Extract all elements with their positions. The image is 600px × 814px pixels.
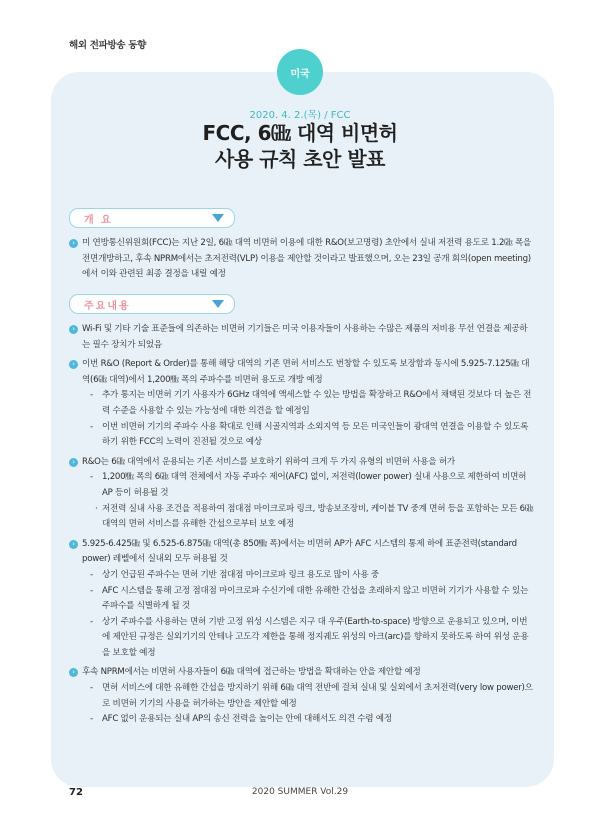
main-bullet-4: › 5.925-6.425㎓ 및 6.525-6.875㎓ 대역(총 850㎒ 폭)에서는 비면허 AP가 AFC 시스템의 통제 하에 표준전력(standard power) 레벨에서 실내외 모두 허용될 것 - 상기 언급된 주파수는 면허 기반 점대점 마이크로파 링크 용도로 많이 사용 중 - AFC 시스템을 통해 고정 점대점 마이크로파 수신기에 대한 유해한 간섭을 초래하지 않고 비면허 기기가 사용할 수 있는 주파수를 식별하게 될 것 - 상기 주파수를 사용하는 면허 기반 고정 위성 시스템은 지구 대 우주(Earth-to-space) 방향으로 운용되고 있으며, 이번에 제안된 규정은 실외기기의 안테나 고도각 제한을 통해 정지궤도 위성의 아크(arc)를 향하지 못하도록 하여 위성 운용을 보호할 예정 [69, 537, 535, 662]
main-bullet-2: › 이번 R&O (Report & Order)를 통해 해당 대역의 기존 면허 서비스도 번창할 수 있도록 보장함과 동시에 5.925-7.125㎓ 대역(6㎓ 대역)에서 1,200㎒ 폭의 주파수를 비면허 용도로 개방 예정 - 추가 통지는 비면허 기기 사용자가 6GHz 대역에 액세스할 수 있는 방법을 확장하고 R&O에서 채택된 것보다 더 높은 전력 수준을 사용할 수 있는 가능성에 대한 의견을 할 예정임 - 이번 비면허 기기의 주파수 사용 확대로 인해 시골지역과 소외지역 등 모든 미국인들이 광대역 연결을 이용할 수 있도록 하기 위한 FCC의 노력이 진전될 것으로 예상 [69, 357, 535, 451]
issue-label: 2020 SUMMER Vol.29 [251, 787, 349, 797]
overview-heading: 개 요 [84, 215, 113, 226]
overview-bullet: › 미 연방통신위원회(FCC)는 지난 2일, 6㎓ 대역 비면허 이용에 대한 R&O(보고명령) 초안에서 실내 저전력 용도로 1.2㎓ 폭을 전면개방하고, 후속 NPRM에서는 초저전력(VLP) 이용을 제안할 것이라고 발표했으며, 오는 23일 공개 회의(open meeting)에서 이와 관련된 최종 결정을 내릴 예정 [69, 236, 535, 283]
main-bullet-5: › 후속 NPRM에서는 비면허 사용자들이 6㎓ 대역에 접근하는 방법을 확대하는 안을 제안할 예정 - 면허 서비스에 대한 유해한 간섭을 방지하기 위해 6㎓ 대역 전반에 걸쳐 실내 및 실외에서 초저전력(very low power)으로 비면허 기기의 사용을 허가하는 방안을 제안할 예정 - AFC 없이 운용되는 실내 AP의 송신 전력을 높이는 안에 대해서도 의견 수렴 예정 [69, 665, 535, 727]
sub-item: - 상기 주파수를 사용하는 면허 기반 고정 위성 시스템은 지구 대 우주(Earth-to-space) 방향으로 운용되고 있으며, 이번에 제안된 규정은 실외기기의 안테나 고도각 제한을 통해 정지궤도 위성의 아크(arc)를 향하지 못하도록 하여 위성 운용을 보호할 예정 [90, 616, 529, 658]
sub-item: - 1,200㎒ 폭의 6㎓ 대역 전체에서 자동 주파수 제어(AFC) 없이, 저전력(lower power) 실내 사용으로 제한하여 비면허 AP 등이 허용될 것 [90, 472, 527, 498]
sub-sub-item: · 저전력 실내 사용 조건을 적용하여 점대점 마이크로파 링크, 방송보조장비, 케이블 TV 중계 면허 등을 포함하는 모든 6㎓ 대역의 면허 서비스를 유해한 간섭으로부터 보호 예정 [95, 503, 534, 530]
overview-heading-bar [69, 208, 235, 228]
title-line-1: FCC, 6㎓ 대역 비면허 [202, 121, 398, 145]
date-source: 2020. 4. 2.(목) / FCC [249, 110, 351, 121]
main-bullet-1: › Wi-Fi 및 기타 기술 표준들에 의존하는 비면허 기기들은 미국 이용자들이 사용하는 수많은 제품의 저비용 무선 연결을 제공하는 필수 장치가 되었음 [69, 322, 535, 353]
triangle-down-icon [212, 214, 224, 222]
sub-item: - 면허 서비스에 대한 유해한 간섭을 방지하기 위해 6㎓ 대역 전반에 걸쳐 실내 및 실외에서 초저전력(very low power)으로 비면허 기기의 사용을 허가하는 방안을 제안할 예정 [90, 683, 533, 709]
sub-item: - AFC 시스템을 통해 고정 점대점 마이크로파 수신기에 대한 유해한 간섭을 초래하지 않고 비면허 기기가 사용할 수 있는 주파수를 식별하게 될 것 [90, 585, 529, 612]
arrow-right-icon: › [69, 458, 78, 467]
arrow-right-icon: › [69, 325, 78, 334]
page-number: 72 [69, 787, 83, 798]
country-badge: 미국 [277, 49, 323, 95]
main-heading: 주요내용 [84, 301, 131, 312]
sub-item: - AFC 없이 운용되는 실내 AP의 송신 전력을 높이는 안에 대해서도 의견 수렴 예정 [90, 714, 392, 725]
sub-item: - 이번 비면허 기기의 주파수 사용 확대로 인해 시골지역과 소외지역 등 모든 미국인들이 광대역 연결을 이용할 수 있도록 하기 위한 FCC의 노력이 진전될 것으로 예상 [90, 421, 529, 448]
arrow-right-icon: › [69, 668, 78, 677]
main-bullet-3: › R&O는 6㎓ 대역에서 운용되는 기존 서비스를 보호하기 위하여 크게 두 가지 유형의 비면허 사용을 허가 - 1,200㎒ 폭의 6㎓ 대역 전체에서 자동 주파수 제어(AFC) 없이, 저전력(lower power) 실내 사용으로 제한하여 비면허 AP 등이 허용될 것 · 저전력 실내 사용 조건을 적용하여 점대점 마이크로파 링크, 방송보조장비, 케이블 TV 중계 면허 등을 포함하는 모든 6㎓ 대역의 면허 서비스를 유해한 간섭으로부터 보호 예정 [69, 455, 535, 533]
arrow-right-icon: › [69, 360, 78, 369]
triangle-down-icon [212, 300, 224, 308]
main-heading-bar [69, 294, 235, 314]
arrow-right-icon: › [69, 239, 78, 248]
main-section [69, 322, 535, 732]
article-title [0, 120, 600, 172]
arrow-right-icon: › [69, 540, 78, 549]
sub-item: - 추가 통지는 비면허 기기 사용자가 6GHz 대역에 액세스할 수 있는 방법을 확장하고 R&O에서 채택된 것보다 더 높은 전력 수준을 사용할 수 있는 가능성에 대한 의견을 할 예정임 [90, 390, 532, 416]
section-label: 해외 전파방송 동향 [69, 40, 147, 51]
sub-item: - 상기 언급된 주파수는 면허 기반 점대점 마이크로파 링크 용도로 많이 사용 중 [90, 569, 379, 580]
overview-section [69, 236, 535, 287]
title-line-2: 사용 규칙 초안 발표 [215, 147, 385, 171]
